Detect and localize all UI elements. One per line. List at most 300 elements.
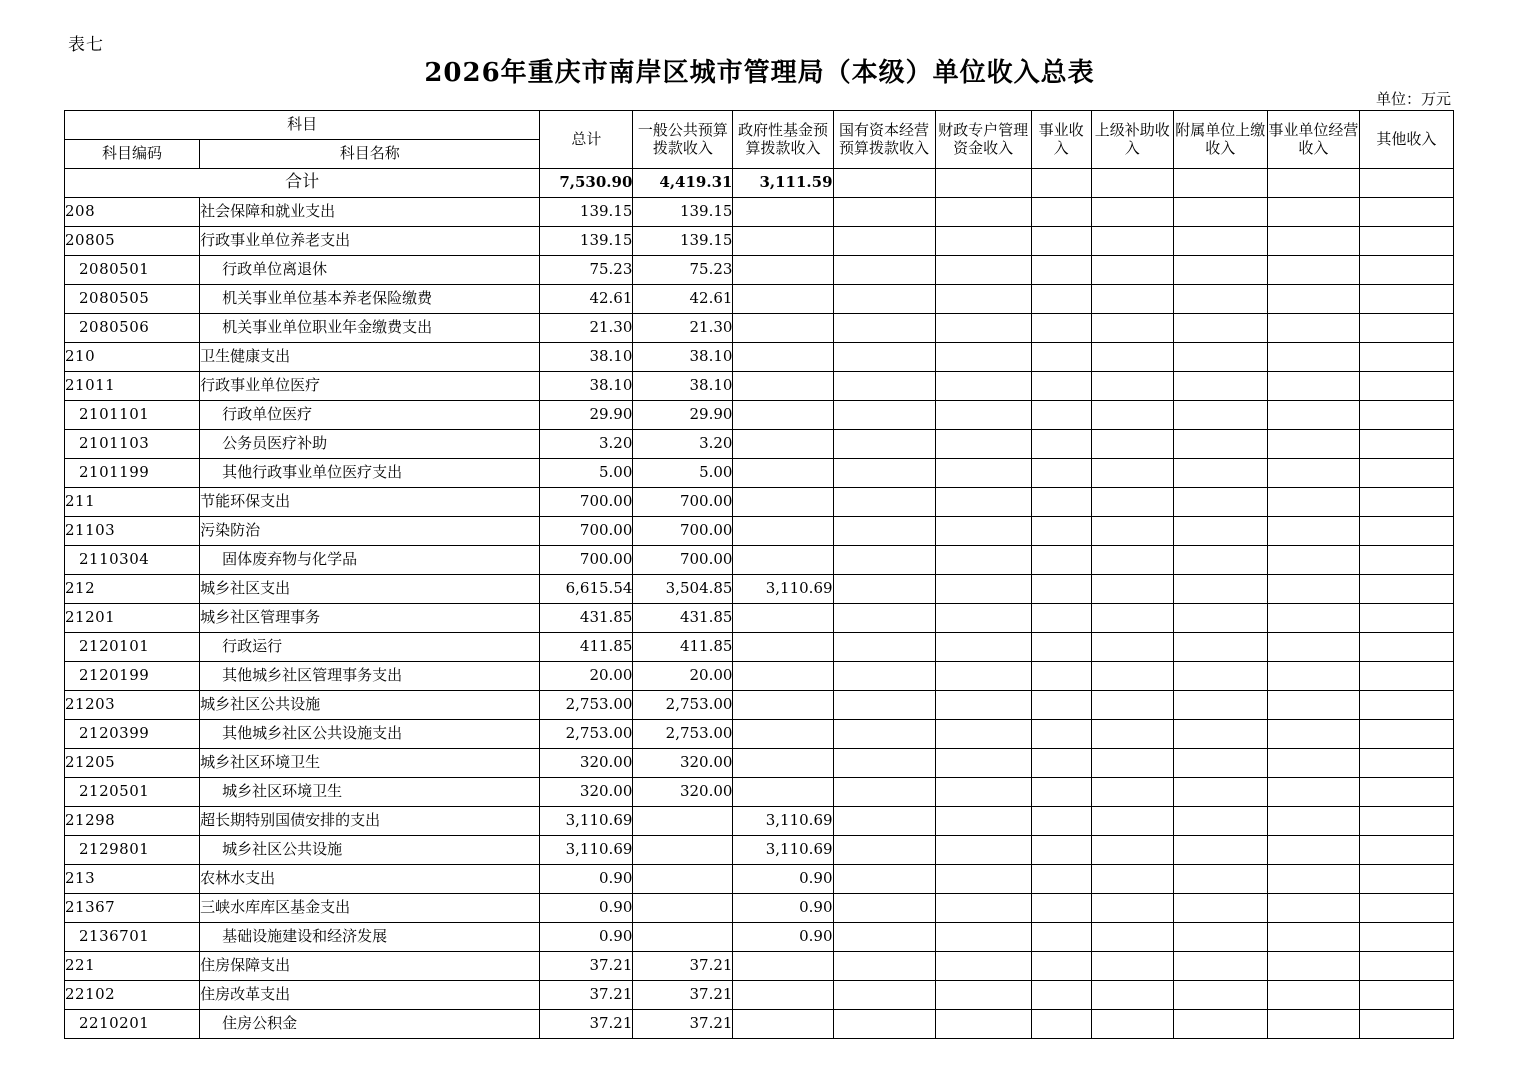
cell-state-capital [833, 198, 935, 227]
cell-career-income [1031, 227, 1091, 256]
cell-career-operating [1267, 227, 1359, 256]
cell-gov-fund [733, 546, 833, 575]
cell-other [1359, 198, 1453, 227]
cell-state-capital [833, 952, 935, 981]
cell-subject-name: 其他行政事业单位医疗支出 [200, 459, 540, 488]
cell-other [1359, 517, 1453, 546]
cell-career-income [1031, 662, 1091, 691]
cell-total: 700.00 [540, 517, 633, 546]
cell-subject-code: 2129801 [65, 836, 200, 865]
cell-general-public: 431.85 [633, 604, 733, 633]
cell-gov-fund: 3,110.69 [733, 575, 833, 604]
cell-state-capital [833, 1010, 935, 1039]
cell-subject-code: 2210201 [65, 1010, 200, 1039]
cell-gov-fund [733, 488, 833, 517]
unit-note: 单位：万元 [1375, 90, 1451, 108]
cell-gov-fund [733, 633, 833, 662]
cell-superior-subsidy [1091, 546, 1173, 575]
cell-affiliated-paid [1173, 372, 1267, 401]
cell-subject-name: 固体废弃物与化学品 [200, 546, 540, 575]
cell-total: 38.10 [540, 372, 633, 401]
cell-subject-name: 城乡社区环境卫生 [200, 778, 540, 807]
cell-affiliated-paid [1173, 720, 1267, 749]
cell-special-account [935, 285, 1031, 314]
cell-career-operating [1267, 662, 1359, 691]
cell-gov-fund: 3,111.59 [733, 169, 833, 198]
cell-superior-subsidy [1091, 720, 1173, 749]
cell-career-income [1031, 749, 1091, 778]
cell-total: 431.85 [540, 604, 633, 633]
cell-total: 0.90 [540, 894, 633, 923]
table-row [65, 546, 1454, 575]
cell-total: 37.21 [540, 952, 633, 981]
cell-state-capital [833, 517, 935, 546]
cell-subject-code: 212 [65, 575, 200, 604]
cell-subject-name: 其他城乡社区公共设施支出 [200, 720, 540, 749]
cell-other [1359, 749, 1453, 778]
table-row [65, 981, 1454, 1010]
cell-total: 5.00 [540, 459, 633, 488]
header-row-1 [65, 111, 1454, 140]
table-body [65, 169, 1454, 1039]
cell-career-income [1031, 430, 1091, 459]
cell-superior-subsidy [1091, 227, 1173, 256]
header-career-income: 事业收入 [1031, 111, 1091, 169]
cell-general-public: 3,504.85 [633, 575, 733, 604]
table-row [65, 314, 1454, 343]
cell-superior-subsidy [1091, 691, 1173, 720]
table-row [65, 198, 1454, 227]
cell-subject-code: 213 [65, 865, 200, 894]
cell-total: 3.20 [540, 430, 633, 459]
table-row [65, 1010, 1454, 1039]
cell-career-income [1031, 169, 1091, 198]
cell-total: 700.00 [540, 488, 633, 517]
table-row [65, 749, 1454, 778]
cell-special-account [935, 923, 1031, 952]
table-row [65, 517, 1454, 546]
cell-general-public: 75.23 [633, 256, 733, 285]
cell-superior-subsidy [1091, 430, 1173, 459]
cell-career-income [1031, 488, 1091, 517]
cell-career-income [1031, 894, 1091, 923]
cell-career-income [1031, 865, 1091, 894]
cell-subject-name: 行政单位医疗 [200, 401, 540, 430]
cell-superior-subsidy [1091, 1010, 1173, 1039]
cell-career-operating [1267, 256, 1359, 285]
table-row [65, 720, 1454, 749]
cell-career-income [1031, 691, 1091, 720]
cell-superior-subsidy [1091, 865, 1173, 894]
cell-superior-subsidy [1091, 952, 1173, 981]
cell-state-capital [833, 720, 935, 749]
cell-total: 320.00 [540, 778, 633, 807]
header-other-income: 其他收入 [1359, 111, 1453, 169]
cell-other [1359, 227, 1453, 256]
cell-career-income [1031, 981, 1091, 1010]
table-row [65, 488, 1454, 517]
cell-special-account [935, 227, 1031, 256]
cell-total: 139.15 [540, 198, 633, 227]
cell-career-income [1031, 256, 1091, 285]
cell-affiliated-paid [1173, 604, 1267, 633]
cell-special-account [935, 865, 1031, 894]
cell-superior-subsidy [1091, 575, 1173, 604]
cell-career-income [1031, 517, 1091, 546]
cell-affiliated-paid [1173, 807, 1267, 836]
cell-state-capital [833, 343, 935, 372]
cell-affiliated-paid [1173, 952, 1267, 981]
cell-subject-name: 公务员医疗补助 [200, 430, 540, 459]
cell-career-operating [1267, 923, 1359, 952]
cell-career-operating [1267, 546, 1359, 575]
cell-subject-code: 21103 [65, 517, 200, 546]
cell-general-public: 2,753.00 [633, 720, 733, 749]
cell-career-operating [1267, 459, 1359, 488]
cell-subject-name: 城乡社区公共设施 [200, 691, 540, 720]
table-row [65, 807, 1454, 836]
cell-special-account [935, 836, 1031, 865]
cell-state-capital [833, 285, 935, 314]
cell-career-income [1031, 343, 1091, 372]
cell-general-public: 42.61 [633, 285, 733, 314]
cell-career-income [1031, 459, 1091, 488]
cell-career-income [1031, 807, 1091, 836]
cell-state-capital [833, 314, 935, 343]
header-affiliated-unit-paid-income: 附属单位上缴收入 [1173, 111, 1267, 169]
cell-career-operating [1267, 720, 1359, 749]
cell-superior-subsidy [1091, 256, 1173, 285]
cell-gov-fund [733, 517, 833, 546]
cell-total: 20.00 [540, 662, 633, 691]
cell-other [1359, 807, 1453, 836]
table-row [65, 256, 1454, 285]
cell-career-income [1031, 720, 1091, 749]
cell-gov-fund [733, 198, 833, 227]
cell-subject-name: 污染防治 [200, 517, 540, 546]
cell-affiliated-paid [1173, 227, 1267, 256]
cell-subject-code: 2110304 [65, 546, 200, 575]
cell-state-capital [833, 633, 935, 662]
cell-career-income [1031, 372, 1091, 401]
cell-state-capital [833, 691, 935, 720]
cell-affiliated-paid [1173, 778, 1267, 807]
cell-affiliated-paid [1173, 981, 1267, 1010]
cell-subject-name: 行政事业单位医疗 [200, 372, 540, 401]
cell-special-account [935, 343, 1031, 372]
cell-special-account [935, 401, 1031, 430]
cell-state-capital [833, 778, 935, 807]
cell-career-operating [1267, 314, 1359, 343]
cell-gov-fund [733, 401, 833, 430]
cell-affiliated-paid [1173, 517, 1267, 546]
cell-affiliated-paid [1173, 401, 1267, 430]
cell-subject-code: 210 [65, 343, 200, 372]
cell-career-operating [1267, 198, 1359, 227]
table-row [65, 604, 1454, 633]
cell-subject-name: 农林水支出 [200, 865, 540, 894]
cell-superior-subsidy [1091, 894, 1173, 923]
cell-state-capital [833, 604, 935, 633]
budget-table [64, 110, 1454, 1039]
cell-gov-fund [733, 662, 833, 691]
cell-affiliated-paid [1173, 343, 1267, 372]
cell-other [1359, 459, 1453, 488]
cell-superior-subsidy [1091, 314, 1173, 343]
cell-general-public: 3.20 [633, 430, 733, 459]
cell-state-capital [833, 807, 935, 836]
cell-general-public [633, 894, 733, 923]
cell-affiliated-paid [1173, 662, 1267, 691]
cell-general-public: 2,753.00 [633, 691, 733, 720]
cell-gov-fund: 0.90 [733, 894, 833, 923]
table-row [65, 343, 1454, 372]
cell-total: 6,615.54 [540, 575, 633, 604]
cell-subject-code: 2101199 [65, 459, 200, 488]
header-general-public-budget: 一般公共预算拨款收入 [633, 111, 733, 169]
cell-total: 42.61 [540, 285, 633, 314]
cell-general-public: 4,419.31 [633, 169, 733, 198]
table-header [65, 111, 1454, 169]
cell-general-public: 37.21 [633, 952, 733, 981]
cell-superior-subsidy [1091, 981, 1173, 1010]
cell-total-label: 合计 [65, 169, 540, 198]
cell-subject-code: 21201 [65, 604, 200, 633]
cell-gov-fund [733, 952, 833, 981]
cell-subject-code: 21298 [65, 807, 200, 836]
cell-special-account [935, 198, 1031, 227]
cell-other [1359, 981, 1453, 1010]
header-subject-name: 科目名称 [200, 140, 540, 169]
cell-subject-code: 21011 [65, 372, 200, 401]
cell-subject-code: 2120399 [65, 720, 200, 749]
cell-state-capital [833, 894, 935, 923]
cell-general-public [633, 807, 733, 836]
cell-general-public: 5.00 [633, 459, 733, 488]
cell-total: 21.30 [540, 314, 633, 343]
cell-career-income [1031, 285, 1091, 314]
cell-general-public: 21.30 [633, 314, 733, 343]
header-superior-subsidy-income: 上级补助收入 [1091, 111, 1173, 169]
cell-state-capital [833, 169, 935, 198]
cell-subject-name: 城乡社区环境卫生 [200, 749, 540, 778]
cell-other [1359, 256, 1453, 285]
cell-subject-code: 2080506 [65, 314, 200, 343]
cell-state-capital [833, 256, 935, 285]
cell-affiliated-paid [1173, 1010, 1267, 1039]
cell-other [1359, 691, 1453, 720]
cell-special-account [935, 546, 1031, 575]
table-row [65, 894, 1454, 923]
cell-subject-code: 2120501 [65, 778, 200, 807]
cell-general-public [633, 836, 733, 865]
cell-subject-code: 2080501 [65, 256, 200, 285]
cell-gov-fund [733, 430, 833, 459]
cell-superior-subsidy [1091, 749, 1173, 778]
table-row [65, 865, 1454, 894]
cell-affiliated-paid [1173, 546, 1267, 575]
cell-subject-name: 城乡社区支出 [200, 575, 540, 604]
cell-general-public [633, 923, 733, 952]
cell-gov-fund: 0.90 [733, 923, 833, 952]
cell-subject-code: 21203 [65, 691, 200, 720]
header-gov-fund-budget: 政府性基金预算拨款收入 [733, 111, 833, 169]
header-subject-group: 科目 [65, 111, 540, 140]
cell-special-account [935, 662, 1031, 691]
cell-other [1359, 285, 1453, 314]
cell-career-operating [1267, 285, 1359, 314]
cell-special-account [935, 372, 1031, 401]
cell-total: 3,110.69 [540, 807, 633, 836]
cell-career-operating [1267, 981, 1359, 1010]
cell-other [1359, 430, 1453, 459]
header-special-account-funds: 财政专户管理资金收入 [935, 111, 1031, 169]
cell-general-public: 139.15 [633, 227, 733, 256]
cell-career-income [1031, 314, 1091, 343]
cell-state-capital [833, 401, 935, 430]
table-row-total [65, 169, 1454, 198]
cell-special-account [935, 749, 1031, 778]
cell-superior-subsidy [1091, 662, 1173, 691]
cell-superior-subsidy [1091, 488, 1173, 517]
cell-affiliated-paid [1173, 314, 1267, 343]
cell-subject-name: 机关事业单位基本养老保险缴费 [200, 285, 540, 314]
table-number-label: 表七 [68, 35, 104, 55]
cell-subject-name: 三峡水库库区基金支出 [200, 894, 540, 923]
cell-gov-fund [733, 720, 833, 749]
cell-general-public: 411.85 [633, 633, 733, 662]
cell-affiliated-paid [1173, 575, 1267, 604]
cell-special-account [935, 604, 1031, 633]
cell-state-capital [833, 865, 935, 894]
table-row [65, 227, 1454, 256]
cell-affiliated-paid [1173, 169, 1267, 198]
cell-subject-code: 21367 [65, 894, 200, 923]
cell-subject-name: 城乡社区公共设施 [200, 836, 540, 865]
cell-special-account [935, 691, 1031, 720]
cell-subject-name: 节能环保支出 [200, 488, 540, 517]
cell-subject-name: 卫生健康支出 [200, 343, 540, 372]
cell-total: 2,753.00 [540, 691, 633, 720]
cell-career-operating [1267, 575, 1359, 604]
cell-other [1359, 488, 1453, 517]
cell-gov-fund [733, 604, 833, 633]
cell-gov-fund [733, 285, 833, 314]
cell-state-capital [833, 662, 935, 691]
cell-general-public: 38.10 [633, 343, 733, 372]
cell-other [1359, 1010, 1453, 1039]
cell-other [1359, 633, 1453, 662]
cell-affiliated-paid [1173, 633, 1267, 662]
cell-career-operating [1267, 604, 1359, 633]
cell-affiliated-paid [1173, 285, 1267, 314]
cell-total: 139.15 [540, 227, 633, 256]
cell-state-capital [833, 546, 935, 575]
budget-table-container [64, 110, 1454, 1039]
cell-career-operating [1267, 633, 1359, 662]
cell-special-account [935, 459, 1031, 488]
cell-other [1359, 894, 1453, 923]
cell-subject-name: 行政单位离退休 [200, 256, 540, 285]
cell-other [1359, 169, 1453, 198]
cell-superior-subsidy [1091, 778, 1173, 807]
cell-state-capital [833, 575, 935, 604]
cell-total: 411.85 [540, 633, 633, 662]
cell-total: 0.90 [540, 865, 633, 894]
cell-state-capital [833, 488, 935, 517]
cell-career-operating [1267, 952, 1359, 981]
cell-superior-subsidy [1091, 198, 1173, 227]
cell-career-operating [1267, 1010, 1359, 1039]
cell-special-account [935, 256, 1031, 285]
cell-special-account [935, 314, 1031, 343]
cell-subject-code: 2080505 [65, 285, 200, 314]
cell-other [1359, 372, 1453, 401]
table-row [65, 430, 1454, 459]
cell-superior-subsidy [1091, 807, 1173, 836]
cell-subject-code: 22102 [65, 981, 200, 1010]
cell-career-operating [1267, 778, 1359, 807]
page-title: 2026年重庆市南岸区城市管理局（本级）单位收入总表 [424, 58, 1095, 88]
cell-gov-fund [733, 459, 833, 488]
cell-other [1359, 836, 1453, 865]
cell-subject-name: 行政事业单位养老支出 [200, 227, 540, 256]
cell-general-public: 37.21 [633, 981, 733, 1010]
cell-superior-subsidy [1091, 169, 1173, 198]
cell-superior-subsidy [1091, 836, 1173, 865]
cell-general-public: 139.15 [633, 198, 733, 227]
cell-subject-code: 2120199 [65, 662, 200, 691]
cell-gov-fund: 3,110.69 [733, 836, 833, 865]
cell-general-public: 29.90 [633, 401, 733, 430]
cell-subject-name: 行政运行 [200, 633, 540, 662]
cell-career-income [1031, 198, 1091, 227]
cell-affiliated-paid [1173, 923, 1267, 952]
cell-subject-name: 住房公积金 [200, 1010, 540, 1039]
cell-total: 0.90 [540, 923, 633, 952]
cell-total: 37.21 [540, 981, 633, 1010]
cell-other [1359, 314, 1453, 343]
cell-other [1359, 865, 1453, 894]
cell-superior-subsidy [1091, 459, 1173, 488]
cell-general-public: 700.00 [633, 488, 733, 517]
cell-gov-fund [733, 1010, 833, 1039]
cell-subject-name: 超长期特别国债安排的支出 [200, 807, 540, 836]
cell-affiliated-paid [1173, 459, 1267, 488]
cell-career-operating [1267, 430, 1359, 459]
cell-general-public: 20.00 [633, 662, 733, 691]
cell-career-income [1031, 836, 1091, 865]
cell-total: 37.21 [540, 1010, 633, 1039]
cell-career-operating [1267, 517, 1359, 546]
cell-affiliated-paid [1173, 691, 1267, 720]
cell-subject-code: 21205 [65, 749, 200, 778]
cell-affiliated-paid [1173, 256, 1267, 285]
cell-career-operating [1267, 749, 1359, 778]
cell-superior-subsidy [1091, 372, 1173, 401]
table-row [65, 633, 1454, 662]
cell-career-income [1031, 575, 1091, 604]
cell-career-income [1031, 633, 1091, 662]
cell-general-public [633, 865, 733, 894]
cell-career-operating [1267, 169, 1359, 198]
cell-affiliated-paid [1173, 865, 1267, 894]
cell-general-public: 320.00 [633, 749, 733, 778]
cell-subject-name: 基础设施建设和经济发展 [200, 923, 540, 952]
cell-other [1359, 343, 1453, 372]
table-row [65, 836, 1454, 865]
table-row [65, 662, 1454, 691]
